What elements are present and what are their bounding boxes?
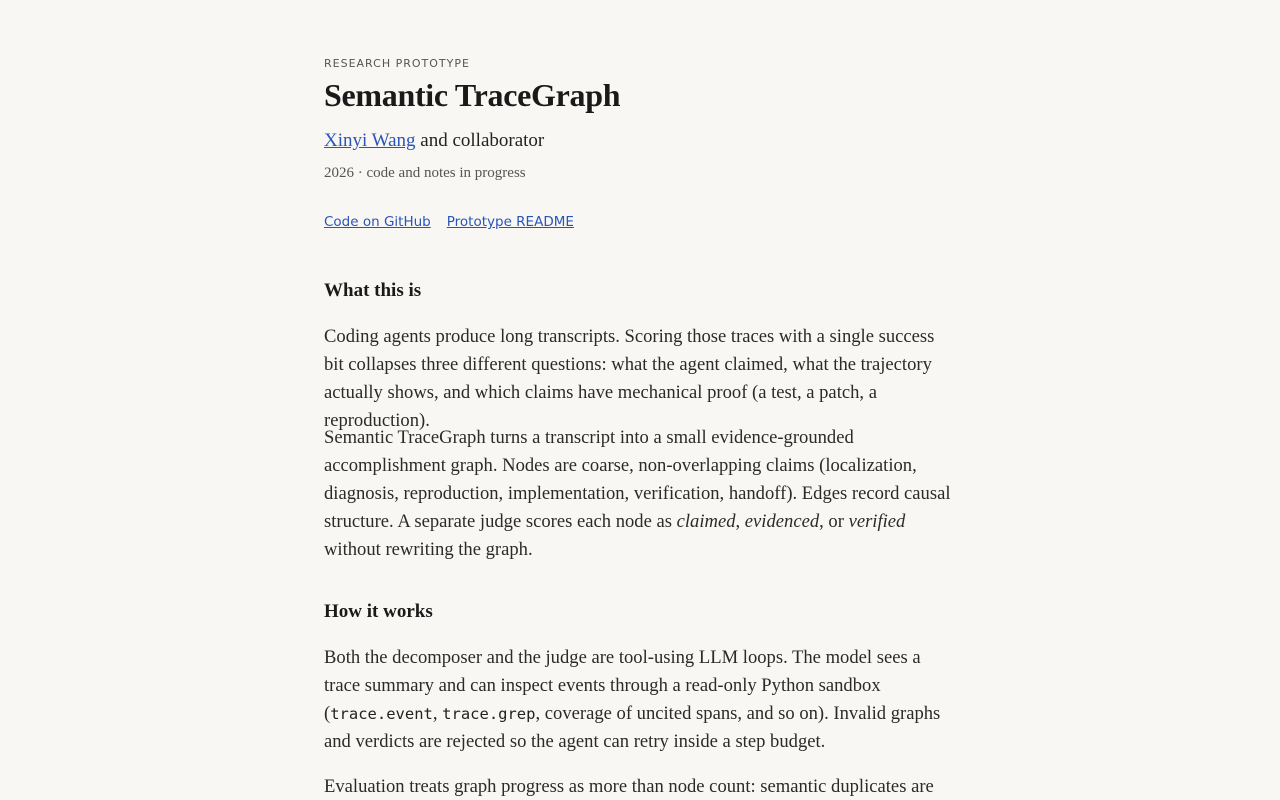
- paragraph-how-1: [324, 644, 956, 756]
- paragraph-text: without rewriting the graph.: [324, 539, 533, 560]
- author-rest: and collaborator: [415, 130, 545, 151]
- term-claimed: claimed: [676, 511, 736, 532]
- code-trace-grep: trace.grep: [442, 705, 536, 723]
- page-title: Semantic TraceGraph: [324, 77, 621, 113]
- project-kicker: RESEARCH PROTOTYPE: [324, 57, 470, 70]
- paragraph-text: Both the decomposer and the judge are tool-using LLM loops. The model sees a trace summary and can inspect events through a read-only Python sandbox (: [324, 647, 921, 724]
- separator: ,: [735, 511, 745, 532]
- section-heading-what: What this is: [324, 280, 422, 301]
- separator: , or: [819, 511, 849, 532]
- project-links: [324, 214, 590, 230]
- code-trace-event: trace.event: [330, 705, 433, 723]
- term-verified: verified: [848, 511, 906, 532]
- term-evidenced: evidenced: [744, 511, 820, 532]
- author-line: [324, 130, 544, 152]
- paragraph-text: , coverage of uncited spans, and so on). Invalid graphs and verdicts are rejected so the agent can retry inside a step budget.: [324, 703, 941, 752]
- paragraph-how-2: Evaluation treats graph progress as more than node count: semantic duplicates are: [324, 776, 934, 797]
- paragraph-what-2: [324, 424, 956, 564]
- separator: ,: [432, 703, 443, 724]
- meta-line: 2026 · code and notes in progress: [324, 165, 526, 181]
- paragraph-text: Semantic TraceGraph turns a transcript into a small evidence-grounded accomplishment graph. Nodes are coarse, non-overlapping claims (localization, diagnosis, reproduction, implementation, verification, handoff). Edges record causal structure. A separate judge scores each node as: [324, 427, 951, 532]
- paragraph-what-1: Coding agents produce long transcripts. Scoring those traces with a single success bit collapses three different questions: what the agent claimed, what the trajectory actually shows, and which claims have mechanical proof (a test, a patch, a reproduction).: [324, 326, 935, 431]
- author-link[interactable]: Xinyi Wang: [324, 130, 416, 151]
- readme-link[interactable]: Prototype README: [446, 214, 574, 230]
- section-heading-how: How it works: [324, 601, 433, 622]
- github-link[interactable]: Code on GitHub: [324, 214, 431, 230]
